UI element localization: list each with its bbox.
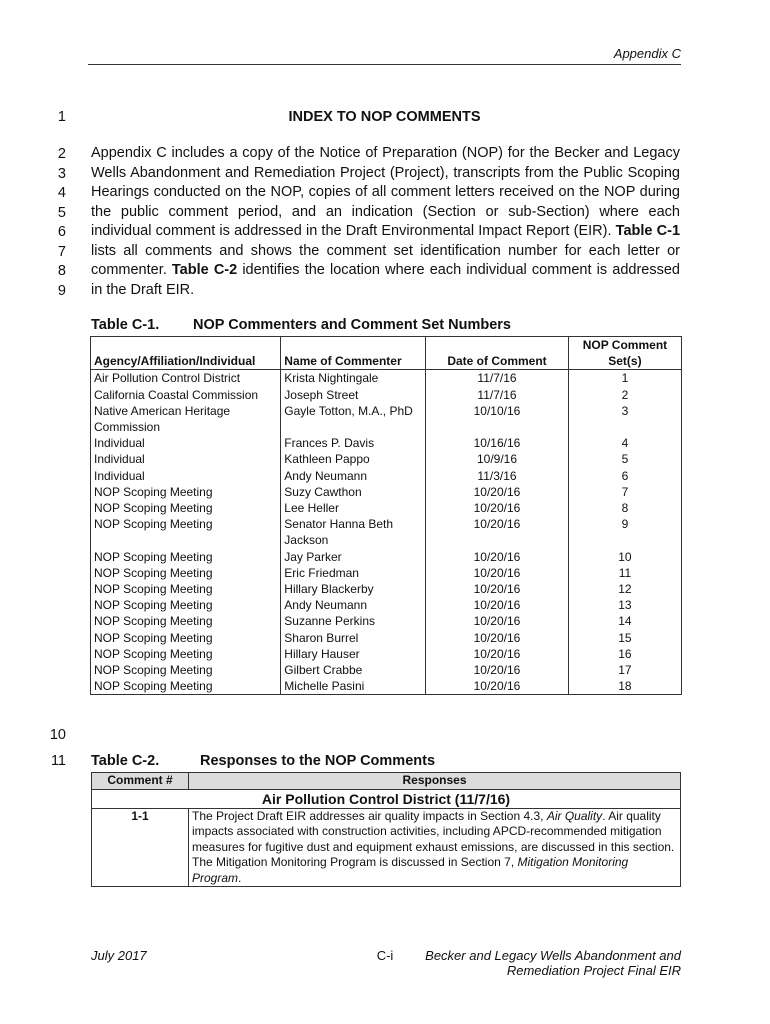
page-title: INDEX TO NOP COMMENTS (288, 109, 481, 125)
commenter-name-cell: Andy Neumann (281, 468, 426, 484)
commenter-name-cell: Andy Neumann (281, 597, 426, 613)
affiliation-cell: Native American Heritage Commission (91, 403, 281, 435)
line-number: 4 (57, 185, 66, 201)
comment-date-cell: 10/20/16 (426, 678, 569, 694)
affiliation-cell: NOP Scoping Meeting (91, 662, 281, 678)
commenter-name-cell: Frances P. Davis (281, 435, 426, 451)
table-row (91, 387, 681, 403)
table-c1-caption: NOP Commenters and Comment Set Numbers (193, 317, 511, 333)
commenter-name-cell: Kathleen Pappo (281, 451, 426, 467)
column-header: Responses (189, 773, 681, 790)
commenters-table (91, 337, 681, 694)
affiliation-cell: NOP Scoping Meeting (91, 549, 281, 565)
comment-date-cell: 10/20/16 (426, 630, 569, 646)
comment-date-cell: 10/20/16 (426, 613, 569, 629)
footer-date: July 2017 (91, 948, 147, 963)
intro-text: Appendix C includes a copy of the Notice of Preparation (NOP) for the Becker and Legacy Wells Abandonment and Remediation Project (Project), transcripts from the Public Scoping Hearings conducted on the NOP, copies of all comment letters received on the NOP during the public comment period, and an indication (Section or sub-Section) where each individual comment is addressed in the Draft Environmental Impact Report (EIR). (91, 145, 680, 239)
line-number: 11 (50, 753, 66, 769)
table-row (91, 549, 681, 565)
line-number: 8 (57, 263, 66, 279)
table-row (91, 597, 681, 613)
response-section-title: Air Quality (546, 808, 603, 823)
comment-date-cell: 10/20/16 (426, 549, 569, 565)
response-text (189, 808, 681, 887)
comment-date-cell: 11/7/16 (426, 370, 569, 387)
comment-date-cell: 10/20/16 (426, 500, 569, 516)
comment-set-cell: 8 (621, 501, 629, 516)
table-row (91, 500, 681, 516)
line-number: 3 (57, 165, 66, 182)
affiliation-cell: Individual (91, 468, 281, 484)
comment-set-cell: 9 (621, 517, 629, 532)
table-row (91, 613, 681, 629)
page-header (88, 46, 681, 65)
commenter-name-cell: Hillary Hauser (281, 646, 426, 662)
footer-page-number: C-i (376, 948, 394, 963)
comment-set-cell: 16 (618, 646, 632, 661)
comment-date-cell: 10/20/16 (426, 646, 569, 662)
table-c1-reference: Table C-1 (615, 223, 681, 239)
comment-date-cell: 10/20/16 (426, 484, 569, 500)
comment-set-cell: 11 (618, 565, 632, 580)
comment-set-cell: 18 (618, 679, 632, 694)
commenter-name-cell: Sharon Burrel (281, 630, 426, 646)
affiliation-cell: NOP Scoping Meeting (91, 516, 281, 548)
response-fragment: The Project Draft EIR addresses air quality impacts in Section 4.3, (192, 808, 547, 823)
comment-date-cell: 10/20/16 (426, 516, 569, 548)
line-number: 10 (49, 727, 66, 743)
affiliation-cell: Air Pollution Control District (91, 370, 281, 387)
intro-paragraph (91, 144, 680, 300)
comment-set-cell: 17 (618, 663, 632, 678)
comment-number: 1-1 (92, 808, 189, 887)
comment-date-cell: 11/7/16 (426, 387, 569, 403)
affiliation-cell: NOP Scoping Meeting (91, 484, 281, 500)
line-number: 1 (57, 109, 66, 125)
footer-title-line: Remediation Project Final EIR (506, 963, 681, 978)
table-header-row (91, 337, 681, 370)
table-c2-number: Table C-2. (91, 753, 160, 769)
comment-set-cell: 4 (621, 436, 629, 451)
line-number: 5 (57, 204, 66, 221)
line-number: 7 (57, 243, 66, 260)
line-number: 6 (57, 224, 66, 240)
commenter-name-cell: Suzy Cawthon (281, 484, 426, 500)
table-row (91, 581, 681, 597)
table-row (91, 678, 681, 694)
commenter-name-cell: Senator Hanna Beth Jackson (281, 516, 426, 548)
table-row (91, 662, 681, 678)
commenter-name-cell: Gilbert Crabbe (281, 662, 426, 678)
table-row (91, 435, 681, 451)
comment-set-cell: 10 (618, 549, 632, 564)
commenter-name-cell: Michelle Pasini (281, 678, 426, 694)
appendix-label: Appendix C (613, 46, 681, 61)
column-header: Agency/Affiliation/Individual (91, 337, 281, 370)
affiliation-cell: NOP Scoping Meeting (91, 597, 281, 613)
commenter-name-cell: Jay Parker (281, 549, 426, 565)
commenter-name-cell: Krista Nightingale (281, 370, 426, 387)
table-row (91, 630, 681, 646)
comment-set-cell: 15 (618, 630, 632, 645)
commenter-name-cell: Joseph Street (281, 387, 426, 403)
comment-date-cell: 10/20/16 (426, 662, 569, 678)
table-c2-caption: Responses to the NOP Comments (200, 753, 436, 769)
response-fragment: . (238, 870, 242, 885)
responses-table (91, 772, 681, 887)
column-header: Date of Comment (426, 337, 569, 370)
affiliation-cell: Individual (91, 435, 281, 451)
comment-date-cell: 10/16/16 (426, 435, 569, 451)
table-c2-reference: Table C-2 (171, 262, 238, 278)
comment-set-cell: 13 (618, 598, 632, 613)
intro-text: lists all comments and shows the comment set identification number for each letter or commenter. (91, 242, 680, 278)
affiliation-cell: Individual (91, 451, 281, 467)
comment-set-cell: 5 (621, 452, 629, 467)
footer-title-line: Becker and Legacy Wells Abandonment and (425, 948, 681, 963)
table-row (91, 565, 681, 581)
section-heading: Air Pollution Control District (11/7/16) (92, 789, 681, 808)
comment-set-cell: 14 (618, 614, 632, 629)
affiliation-cell: NOP Scoping Meeting (91, 565, 281, 581)
intro-text: identifies the location where each individual comment is addressed in the Draft EIR. (91, 262, 680, 298)
table-header-row (92, 773, 681, 790)
table-c1-number: Table C-1. (91, 317, 160, 333)
affiliation-cell: NOP Scoping Meeting (91, 500, 281, 516)
table-row (91, 484, 681, 500)
affiliation-cell: California Coastal Commission (91, 387, 281, 403)
column-header: NOP Comment Set(s) (568, 337, 681, 370)
line-number: 9 (57, 282, 66, 299)
comment-set-cell: 1 (621, 371, 629, 386)
affiliation-cell: NOP Scoping Meeting (91, 613, 281, 629)
comment-date-cell: 10/20/16 (426, 581, 569, 597)
commenter-name-cell: Gayle Totton, M.A., PhD (281, 403, 426, 435)
response-section-title: Mitigation Monitoring Program (192, 855, 629, 885)
affiliation-cell: NOP Scoping Meeting (91, 678, 281, 694)
table-row (91, 468, 681, 484)
commenter-name-cell: Eric Friedman (281, 565, 426, 581)
comment-date-cell: 10/9/16 (426, 451, 569, 467)
comment-set-cell: 12 (618, 582, 632, 597)
table-row (91, 370, 681, 387)
commenter-name-cell: Hillary Blackerby (281, 581, 426, 597)
footer-document-title (425, 948, 681, 978)
table-row (91, 451, 681, 467)
table-row (92, 808, 681, 887)
commenter-name-cell: Suzanne Perkins (281, 613, 426, 629)
comment-date-cell: 10/20/16 (426, 565, 569, 581)
section-row (92, 789, 681, 808)
comment-set-cell: 2 (621, 387, 629, 402)
column-header: Comment # (92, 773, 189, 790)
comment-set-cell: 3 (621, 403, 629, 418)
affiliation-cell: NOP Scoping Meeting (91, 646, 281, 662)
response-fragment: . Air quality impacts associated with construction activities, including APCD-recommended mitigation measures for fugitive dust and equipment exhaust emissions, are discussed in this section. The Mitigation Monitoring Program is discussed in Section 7, (192, 808, 675, 869)
comment-set-cell: 6 (621, 468, 629, 483)
line-number: 2 (57, 146, 66, 162)
table-row (91, 516, 681, 548)
commenter-name-cell: Lee Heller (281, 500, 426, 516)
table-row (91, 646, 681, 662)
affiliation-cell: NOP Scoping Meeting (91, 630, 281, 646)
comment-date-cell: 10/10/16 (426, 403, 569, 435)
comment-date-cell: 10/20/16 (426, 597, 569, 613)
affiliation-cell: NOP Scoping Meeting (91, 581, 281, 597)
column-header: Name of Commenter (281, 337, 426, 370)
comment-date-cell: 11/3/16 (426, 468, 569, 484)
table-row (91, 403, 681, 435)
comment-set-cell: 7 (621, 484, 629, 499)
